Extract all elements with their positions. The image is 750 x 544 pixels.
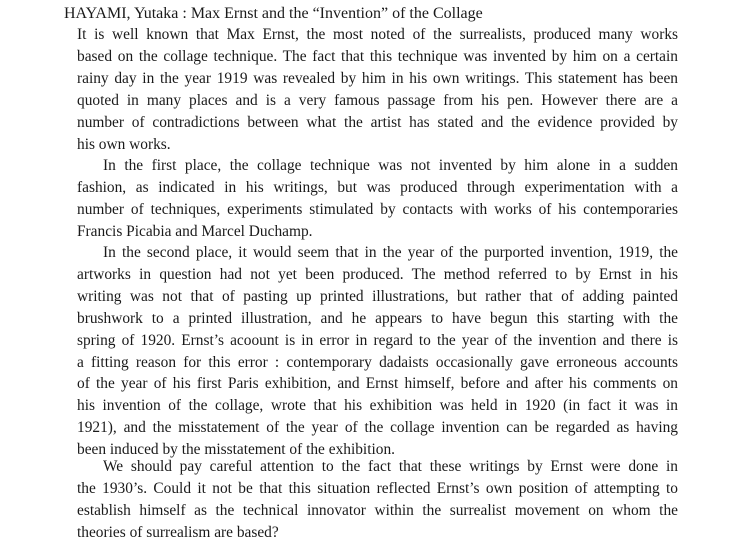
paragraph-4: [77, 456, 678, 544]
paragraph-3: [77, 242, 678, 461]
text-line: rainy day in the year 1919 was revealed by him in his own writings. This statement has been: [77, 69, 678, 87]
text-line: Francis Picabia and Marcel Duchamp.: [77, 222, 313, 240]
text-line: a fitting reason for this error : contemporary dadaists occasionally gave erroneous accounts: [77, 353, 678, 371]
text-line: fashion, as indicated in his writings, but was produced through experimentation with a: [77, 178, 678, 196]
text-line: of the year of his first Paris exhibition, and Ernst himself, before and after his comments on: [77, 375, 678, 393]
text-line: number of contradictions between what the artist has stated and the evidence provided by: [77, 113, 678, 131]
text-line: writing was not that of pasting up printed illustrations, but rather that of adding painted: [77, 287, 678, 305]
text-line: his own works.: [77, 135, 171, 153]
text-line: artworks in question had not yet been produced. The method referred to by Ernst in his: [77, 265, 678, 283]
text-line: theories of surrealism are based?: [77, 523, 279, 541]
text-line: quoted in many places and is a very famous passage from his pen. However there are a: [77, 91, 678, 109]
text-line: establish himself as the technical innovator within the surrealist movement on whom the: [77, 501, 678, 519]
paragraph-2: [77, 155, 678, 243]
text-line: brushwork to a printed illustration, and he appears to have begun this starting with the: [77, 309, 678, 327]
text-line: 1921), and the misstatement of the year of the collage invention can be regarded as having: [77, 419, 678, 437]
text-line: number of techniques, experiments stimulated by contacts with works of his contemporaries: [77, 200, 678, 218]
paragraph-1: [77, 24, 678, 155]
text-line: It is well known that Max Ernst, the most noted of the surrealists, produced many works: [77, 26, 678, 43]
text-line: spring of 1920. Ernst’s acoount is in error in regard to the year of the invention and there is: [77, 331, 678, 349]
text-line: the 1930’s. Could it not be that this situation reflected Ernst’s own position of attempting to: [77, 479, 678, 497]
text-line: his invention of the collage, wrote that his exhibition was held in 1920 (in fact it was in: [77, 397, 678, 415]
text-line: been induced by the misstatement of the exhibition.: [77, 441, 395, 459]
article-title: HAYAMI, Yutaka : Max Ernst and the “Invention” of the Collage: [64, 5, 483, 22]
text-line: In the first place, the collage technique was not invented by him alone in a sudden: [103, 157, 678, 174]
text-line: We should pay careful attention to the fact that these writings by Ernst were done in: [103, 458, 678, 475]
text-line: In the second place, it would seem that in the year of the purported invention, 1919, the: [103, 244, 678, 261]
text-line: based on the collage technique. The fact that this technique was invented by him on a certain: [77, 47, 678, 65]
